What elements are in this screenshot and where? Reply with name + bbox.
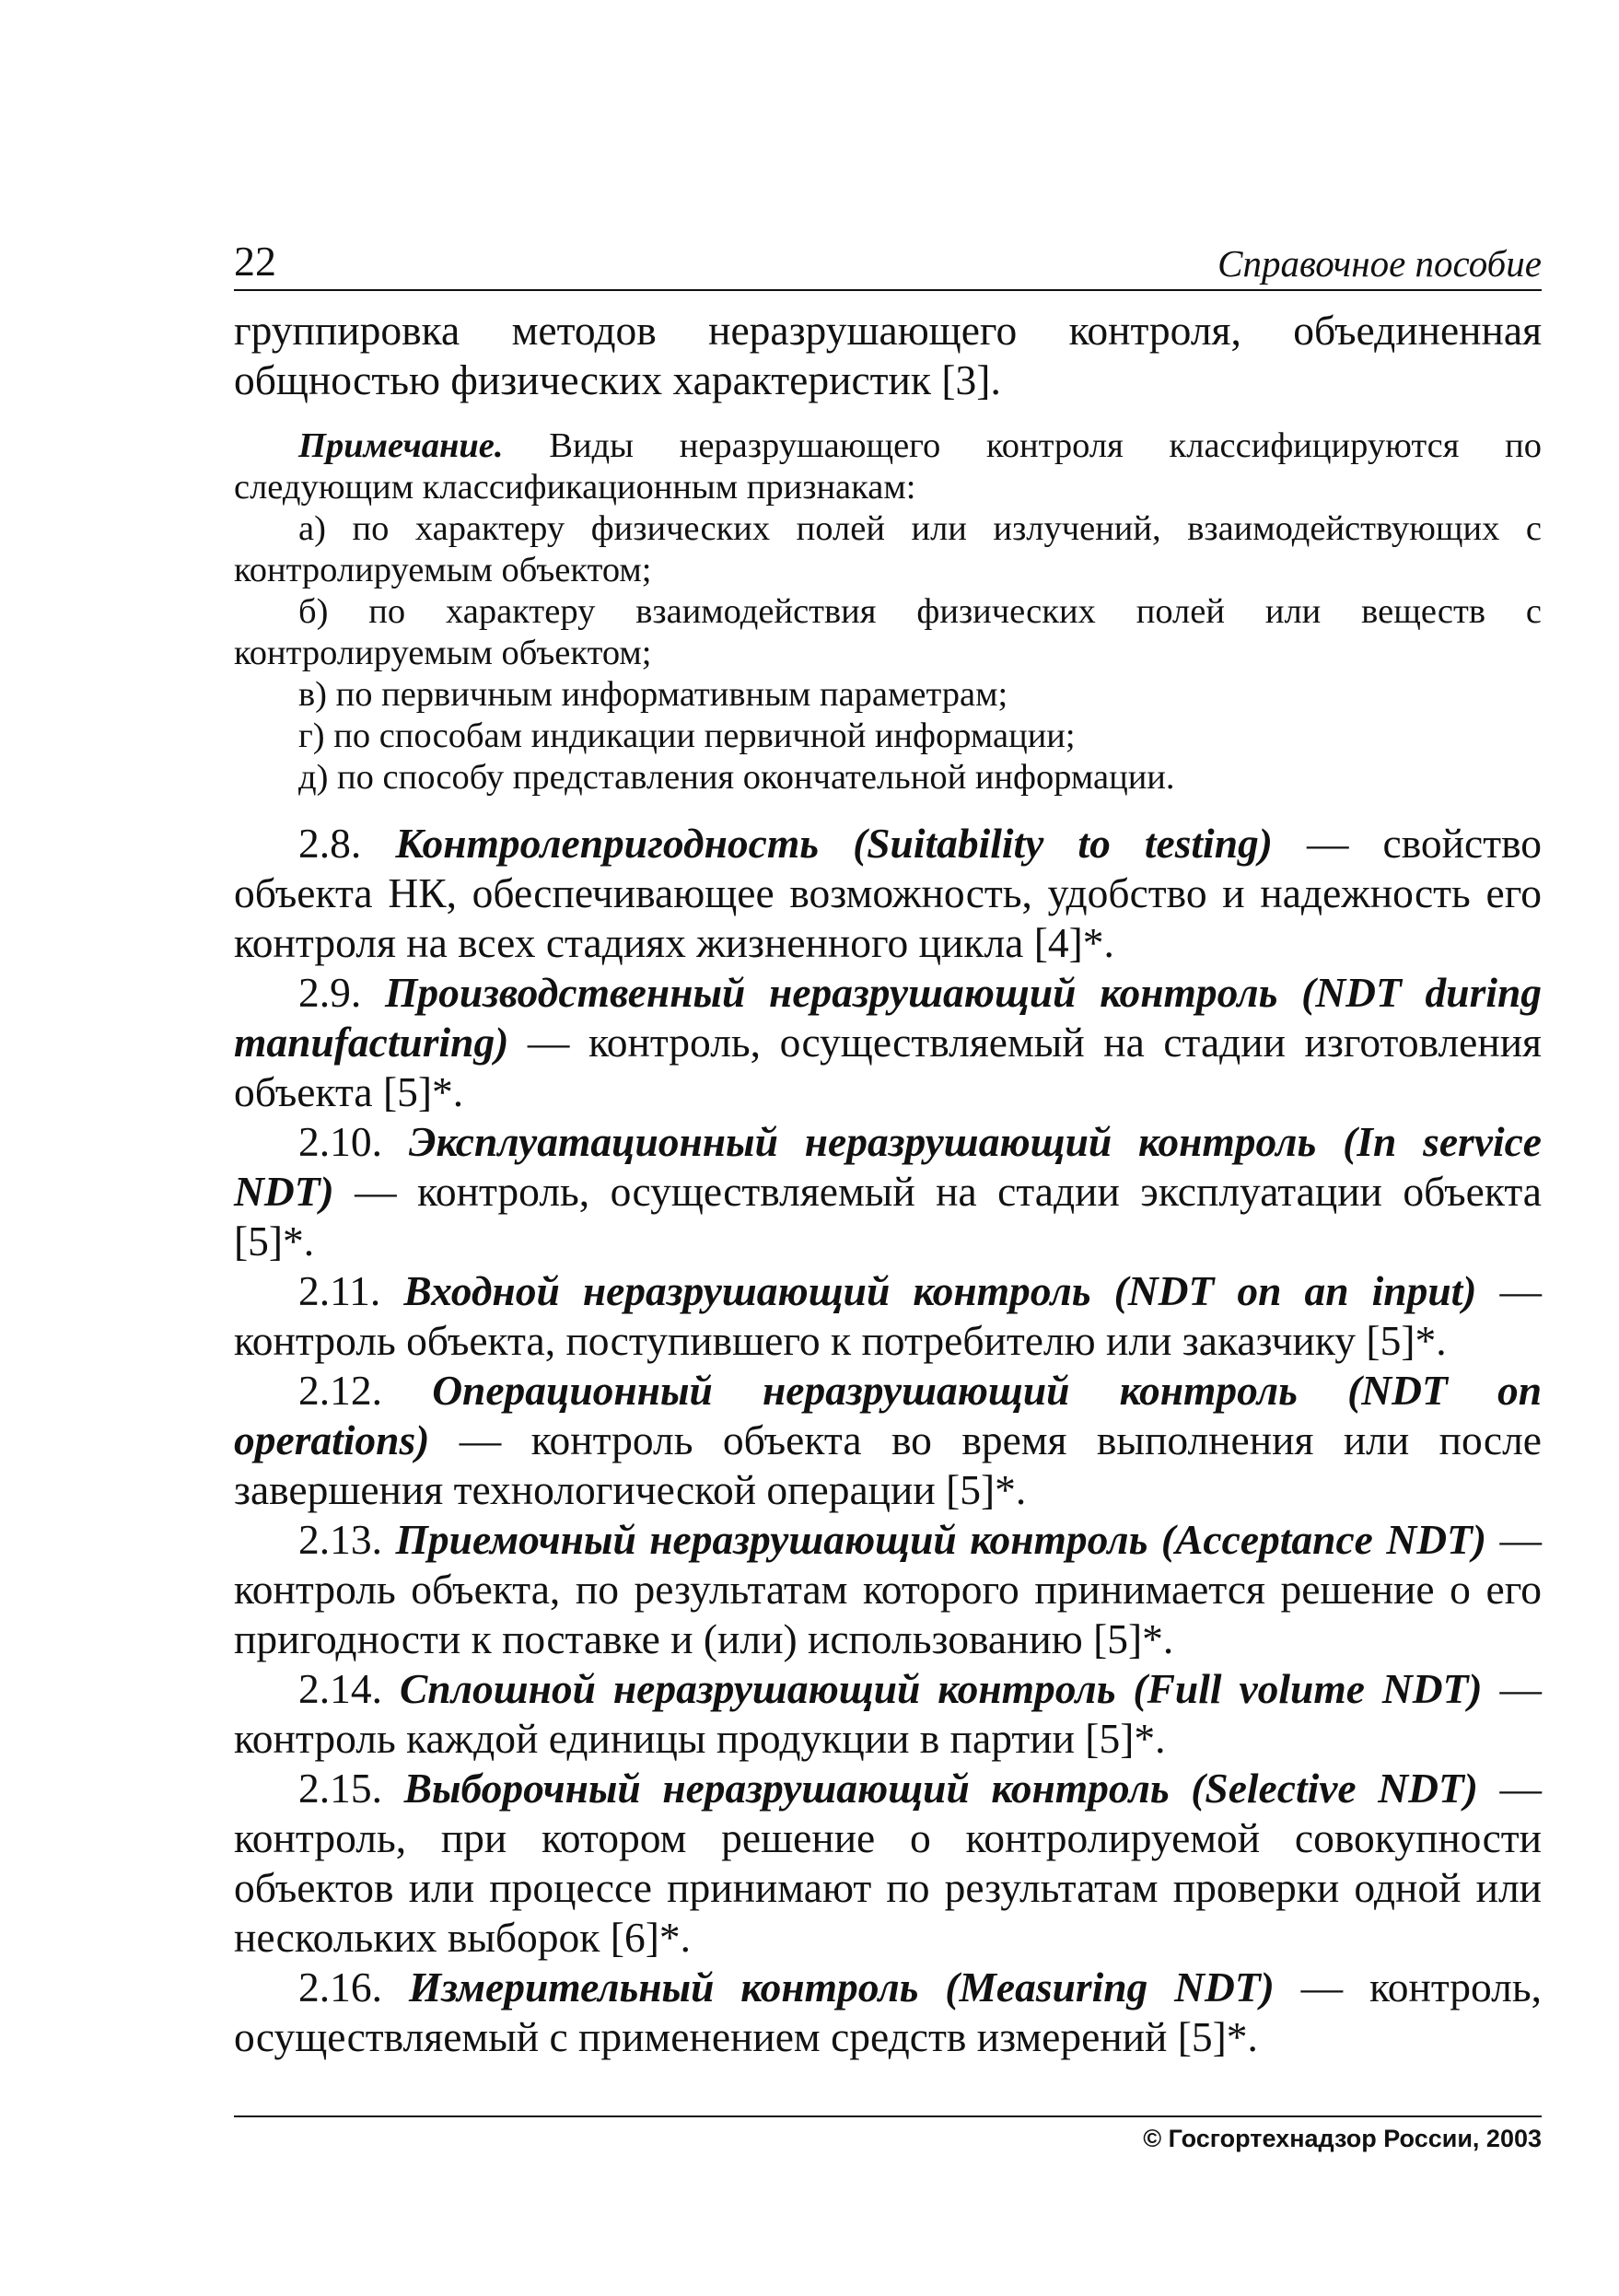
note-item: б) по характеру взаимодействия физических полей или веществ с контролируемым объектом; <box>234 592 1542 672</box>
definition-term: Приемочный неразрушающий контроль (Acceptance NDT) <box>395 1516 1487 1563</box>
definition-term: Контролепригодность (Suitability to testing) <box>395 820 1273 867</box>
copyright-notice: © Госгортехнадзор России, 2003 <box>1143 2125 1542 2152</box>
page-header <box>234 238 1542 291</box>
definition-term: Операционный неразрушающий контроль (NDT on operations) <box>234 1367 1542 1463</box>
definition-number: 2.13. <box>298 1516 396 1563</box>
page-number: 22 <box>234 238 276 285</box>
definition-number: 2.11. <box>298 1267 404 1314</box>
definition-number: 2.9. <box>298 969 385 1016</box>
page-footer <box>234 2115 1542 2153</box>
definition-number: 2.14. <box>298 1665 400 1712</box>
definition-number: 2.12. <box>298 1367 433 1414</box>
definition-2-8 <box>234 819 1542 968</box>
definition-text: — контроль объекта, по результатам которого принимается решение о его пригодности к поставке и (или) использованию [5]*. <box>234 1516 1543 1662</box>
definition-number: 2.16. <box>298 1964 409 2010</box>
note-block <box>234 425 1542 798</box>
definition-text: — контроль объекта во время выполнения или после завершения технологической операции [5]*. <box>234 1416 1542 1513</box>
note-lead-paragraph <box>234 425 1542 508</box>
definition-number: 2.10. <box>298 1118 409 1165</box>
definition-number: 2.8. <box>298 820 396 867</box>
definition-2-9 <box>234 968 1542 1117</box>
definition-term: Сплошной неразрушающий контроль (Full volume NDT) <box>399 1665 1483 1712</box>
definition-text: — контроль, осуществляемый на стадии изготовления объекта [5]*. <box>234 1019 1542 1115</box>
definitions-list <box>234 819 1542 2062</box>
definition-2-10 <box>234 1117 1542 1266</box>
definition-term: Измерительный контроль (Measuring NDT) <box>408 1964 1275 2010</box>
note-label: Примечание. <box>298 426 504 465</box>
running-title: Справочное пособие <box>1217 242 1542 285</box>
note-item: д) по способу представления окончательной информации. <box>298 758 1175 797</box>
definition-text: — контроль, осуществляемый с применением средств измерений [5]*. <box>234 1964 1543 2060</box>
definition-number: 2.15. <box>298 1765 404 1812</box>
definition-2-15 <box>234 1764 1542 1963</box>
definition-2-13 <box>234 1515 1542 1664</box>
definition-text: — контроль объекта, поступившего к потребителю или заказчику [5]*. <box>234 1267 1542 1364</box>
definition-2-16 <box>234 1963 1542 2062</box>
note-item: в) по первичным информативным параметрам; <box>298 675 1008 714</box>
definition-text: — свойство объекта НК, обеспечивающее возможность, удобство и надежность его контроля на всех стадиях жизненного цикла [4]*. <box>234 820 1542 966</box>
note-lead-text: Виды неразрушающего контроля классифицируются по следующим классификационным признакам: <box>234 426 1542 507</box>
definition-2-12 <box>234 1366 1542 1515</box>
definition-text: — контроль каждой единицы продукции в партии [5]*. <box>234 1665 1543 1762</box>
note-item: а) по характеру физических полей или излучений, взаимодействующих с контролируемым объектом; <box>234 509 1542 589</box>
definition-2-14 <box>234 1664 1542 1764</box>
definition-term: Производственный неразрушающий контроль (NDT during manufacturing) <box>234 969 1543 1066</box>
note-item: г) по способам индикации первичной информации; <box>298 717 1076 755</box>
definition-text: — контроль, при котором решение о контролируемой совокупности объектов или процессе принимают по результатам проверки одной или нескольких выборок [6]*. <box>234 1765 1543 1961</box>
definition-term: Эксплуатационный неразрушающий контроль (In service NDT) <box>234 1118 1542 1215</box>
page-body <box>234 306 1542 2062</box>
intro-paragraph: группировка методов неразрушающего контроля, объединенная общностью физических характеристик [3]. <box>234 307 1542 403</box>
definition-2-11 <box>234 1266 1542 1366</box>
definition-text: — контроль, осуществляемый на стадии эксплуатации объекта [5]*. <box>234 1168 1542 1265</box>
definition-term: Входной неразрушающий контроль (NDT on an input) <box>403 1267 1477 1314</box>
definition-term: Выборочный неразрушающий контроль (Selective NDT) <box>403 1765 1478 1812</box>
